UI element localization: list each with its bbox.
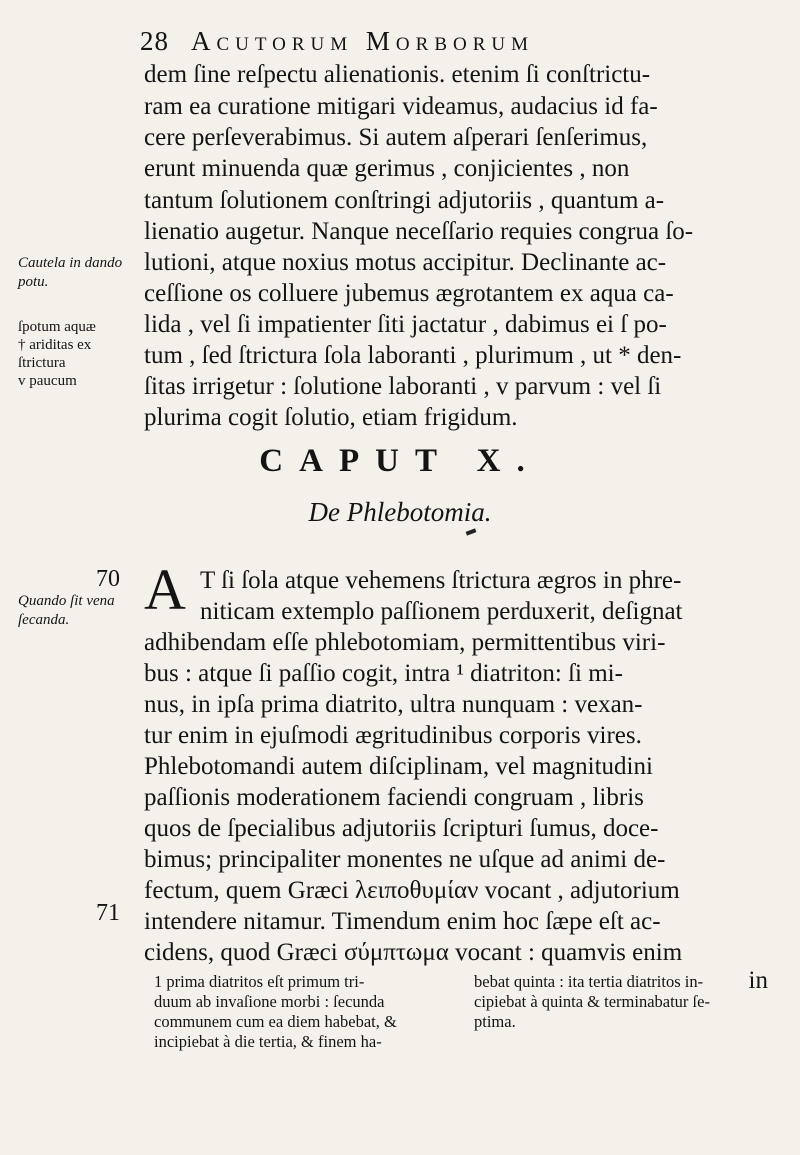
text-line: ceſſione os colluere jubemus ægrotantem ex aqua ca- [144,280,674,307]
footnote-line: bebat quinta : ita tertia diatritos in- [474,972,704,991]
margin-note-cautela: Cautela in dando potu. [18,255,123,290]
text-line: cere perſeverabimus. Si autem aſperari ſenſerimus, [144,124,648,151]
text-line: dem ſine reſpectu alienationis. etenim ſi conſtrictu- [144,61,651,88]
section-number: 71 [96,900,120,926]
chapter-subtitle: De Phlebotomia. [308,497,492,527]
footnote-line: incipiebat à die tertia, & finem ha- [154,1032,382,1051]
margin-variant: v paucum [18,373,77,389]
text-line: lida , vel ſi impatienter ſiti jactatur , dabimus ei ſ po- [144,311,667,338]
page-number: 28 [140,26,169,56]
text-line: ſitas irrigetur : ſolutione laboranti , v parvum : vel ſi [144,373,662,400]
catchword: in [748,967,768,994]
text-line: ram ea curatione mitigari videamus, audacius id fa- [144,93,658,120]
margin-note-phlebotomy: Quando ſit vena ſecanda. [18,593,115,628]
footnote-line: ptima. [474,1012,516,1031]
text-line: tum , ſed ſtrictura ſola laboranti , plurimum , ut * den- [144,342,682,369]
text-line: tur enim in ejuſmodi ægritudinibus corporis vires. [144,722,642,749]
chapter-title: CAPUT X. [259,443,541,479]
text-line: intendere nitamur. Timendum enim hoc ſæpe eſt ac- [144,908,661,935]
text-line: lutioni, atque noxius motus accipitur. Declinante ac- [144,249,667,276]
margin-variant: ſtrictura [18,355,66,371]
text-line: tantum ſolutionem conſtringi adjutoriis , quantum a- [144,187,665,214]
margin-variant: ſpotum aquæ [18,319,96,335]
text-line: nus, in ipſa prima diatrito, ultra nunquam : vexan- [144,691,643,718]
text-line: fectum, quem Græci λειποθυμίαν vocant , adjutorium [144,877,680,904]
footnote-line: 1 prima diatritos eſt primum tri- [154,972,365,991]
running-title: Acutorum Morborum [191,26,534,56]
footnote-line: cipiebat à quinta & terminabatur ſe- [474,992,710,1011]
text-line: quos de ſpecialibus adjutoriis ſcripturi ſumus, doce- [144,815,659,842]
footnote-line: communem cum ea diem habebat, & [154,1012,397,1031]
ornament-mark [466,528,477,535]
text-line: bus : atque ſi paſſio cogit, intra ¹ diatriton: ſi mi- [144,660,623,687]
text-line: T ſi ſola atque vehemens ſtrictura ægros in phre- [200,567,682,594]
section-number: 70 [96,566,120,592]
footnote-right [474,972,774,1032]
footnote-left [154,972,466,1052]
text-line: erunt minuenda quæ gerimus , conjicientes , non [144,155,630,182]
text-line: paſſionis moderationem faciendi congruam , libris [144,784,644,811]
text-line: cidens, quod Græci σύμπτωμα vocant : quamvis enim [144,939,683,966]
drop-cap: A [144,557,186,622]
text-line: niticam extemplo paſſionem perduxerit, deſignat [200,598,683,625]
running-head [140,26,780,57]
text-line: plurima cogit ſolutio, etiam frigidum. [144,404,518,431]
text-line: adhibendam eſſe phlebotomiam, permittentibus viri- [144,629,666,656]
text-line: Phlebotomandi autem diſciplinam, vel magnitudini [144,753,653,780]
margin-variant: † ariditas ex [18,337,92,353]
text-line: lienatio augetur. Nanque neceſſario requies congrua ſo- [144,218,694,245]
text-line: bimus; principaliter monentes ne uſque ad animi de- [144,846,666,873]
footnote-line: duum ab invaſione morbi : ſecunda [154,992,385,1011]
